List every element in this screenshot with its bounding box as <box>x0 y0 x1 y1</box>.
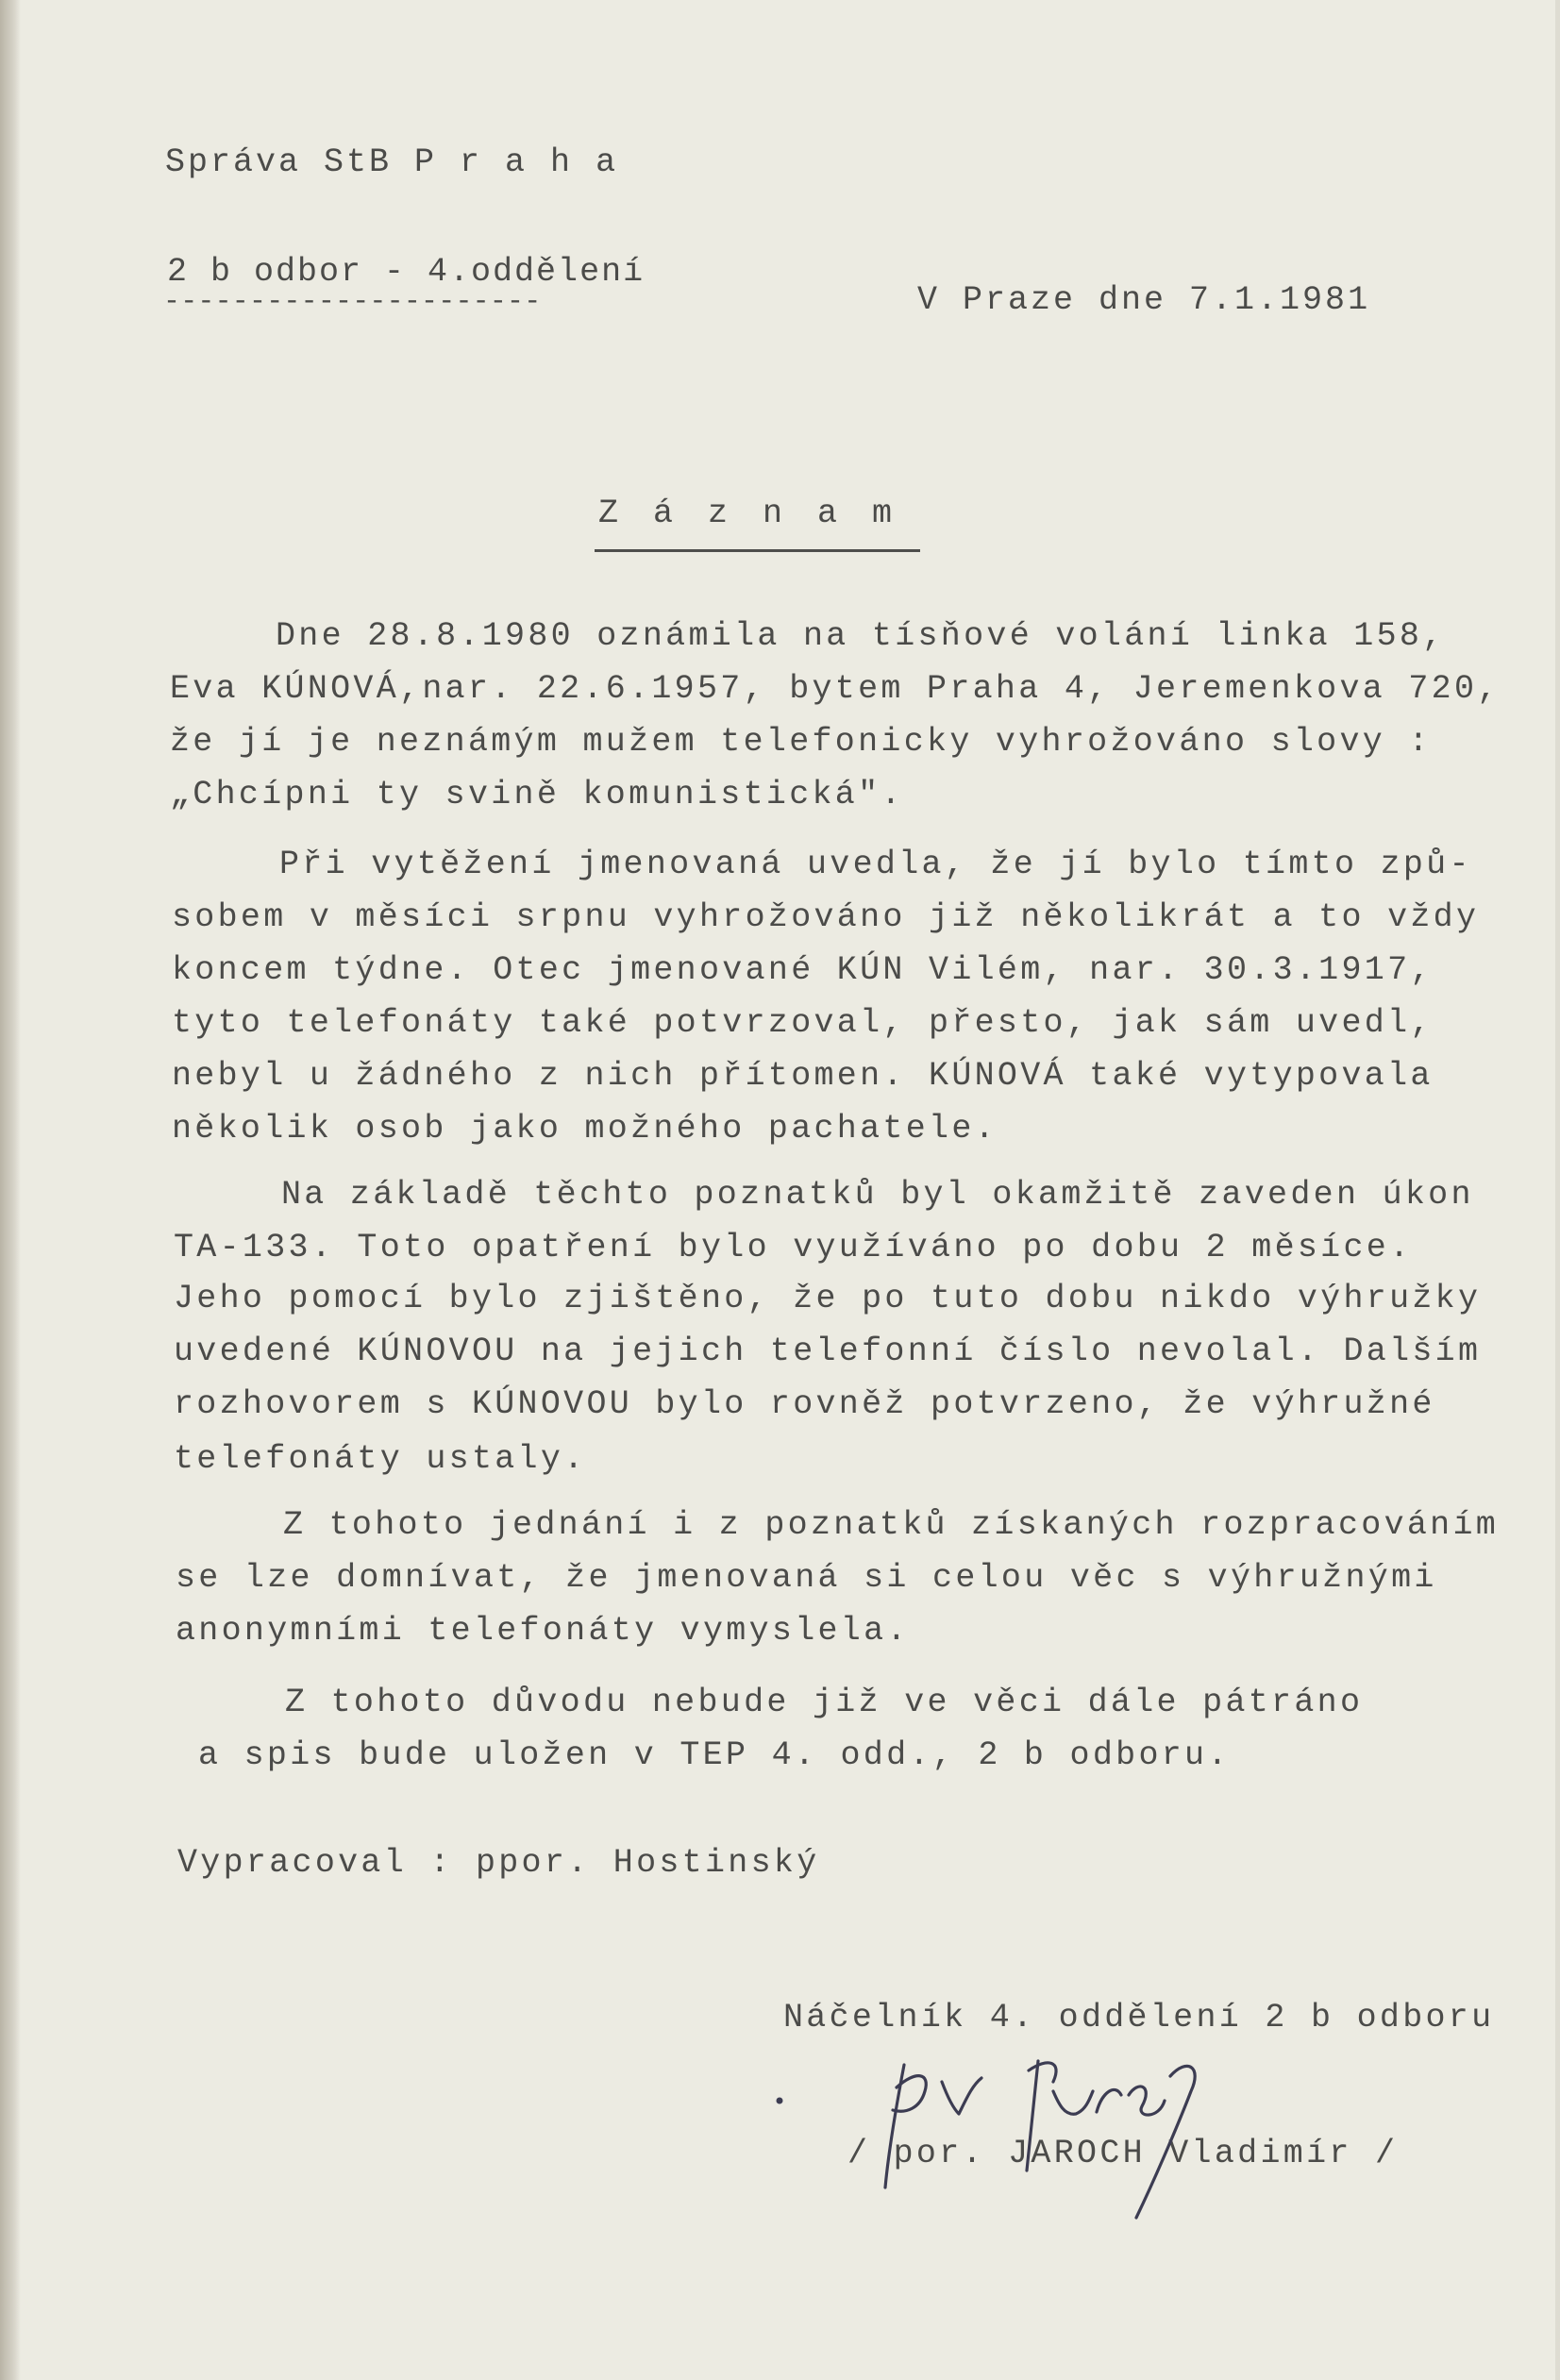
paragraph-1-line-2: Eva KÚNOVÁ,nar. 22.6.1957, bytem Praha 4, Jeremenkova 720, <box>170 670 1501 708</box>
paragraph-1-line-3: že jí je neznámým mužem telefonicky vyhrožováno slovy : <box>170 723 1432 761</box>
prepared-by: Vypracoval : ppor. Hostinský <box>177 1844 820 1882</box>
signature-stroke <box>1129 2087 1165 2115</box>
signature-stroke <box>942 2078 981 2114</box>
paragraph-3-line-5: rozhovorem s KÚNOVOU bylo rovněž potvrzeno, že výhružné <box>174 1385 1435 1423</box>
paragraph-3-line-6: telefonáty ustaly. <box>174 1440 587 1478</box>
paragraph-4-line-2: se lze domnívat, že jmenovaná si celou věc s výhružnými <box>176 1559 1437 1597</box>
paragraph-2-line-3: koncem týdne. Otec jmenované KÚN Vilém, nar. 30.3.1917, <box>172 951 1434 989</box>
signatory-name: / por. JAROCH Vladimír / <box>847 2135 1399 2172</box>
signatory-position: Náčelník 4. oddělení 2 b odboru <box>783 1999 1495 2036</box>
binding-shadow <box>0 0 21 2380</box>
paragraph-4-line-3: anonymními telefonáty vymyslela. <box>176 1612 910 1650</box>
paragraph-5-line-1: Z tohoto důvodu nebude již ve věci dále pátráno <box>285 1684 1364 1721</box>
signature-stroke <box>1029 2063 1056 2082</box>
signature-stroke <box>1027 2061 1038 2170</box>
paragraph-1-line-1: Dne 28.8.1980 oznámila na tísňové volání linka 158, <box>276 617 1446 655</box>
paragraph-3-line-4: uvedené KÚNOVOU na jejich telefonní číslo nevolal. Dalším <box>174 1332 1482 1370</box>
paragraph-4-line-1: Z tohoto jednání i z poznatků získaných rozpracováním <box>283 1506 1500 1544</box>
handwritten-signature <box>764 2029 1350 2227</box>
document-title: Z á z n a m <box>598 494 900 532</box>
signature-stroke <box>1053 2091 1093 2114</box>
paragraph-3-line-3: Jeho pomocí bylo zjištěno, že po tuto dobu nikdo výhružky <box>174 1280 1482 1317</box>
department-header: 2 b odbor - 4.oddělení <box>167 253 646 291</box>
paragraph-3-line-2: TA-133. Toto opatření bylo využíváno po dobu 2 měsíce. <box>174 1229 1413 1266</box>
title-underline <box>595 549 920 552</box>
paragraph-5-line-2: a spis bude uložen v TEP 4. odd., 2 b odboru. <box>198 1736 1231 1774</box>
signature-stroke <box>1097 2089 1121 2112</box>
paragraph-2-line-2: sobem v měsíci srpnu vyhrožováno již několikrát a to vždy <box>172 898 1480 936</box>
ink-dot <box>777 2098 783 2104</box>
page-edge <box>1555 0 1560 2380</box>
department-underline: ---------------------- <box>163 286 542 318</box>
paragraph-3-line-1: Na základě těchto poznatků byl okamžitě zaveden úkon <box>281 1176 1474 1214</box>
paragraph-2-line-5: nebyl u žádného z nich přítomen. KÚNOVÁ také vytypovala <box>172 1057 1434 1095</box>
organization-header: Správa StB P r a h a <box>165 143 619 181</box>
paragraph-2-line-4: tyto telefonáty také potvrzoval, přesto, jak sám uvedl, <box>172 1004 1434 1042</box>
paragraph-2-line-1: Při vytěžení jmenovaná uvedla, že jí bylo tímto způ- <box>279 846 1472 883</box>
document-date: V Praze dne 7.1.1981 <box>917 281 1371 319</box>
paragraph-1-line-4: „Chcípni ty svině komunistická". <box>170 776 904 813</box>
paragraph-2-line-6: několik osob jako možného pachatele. <box>172 1110 998 1148</box>
